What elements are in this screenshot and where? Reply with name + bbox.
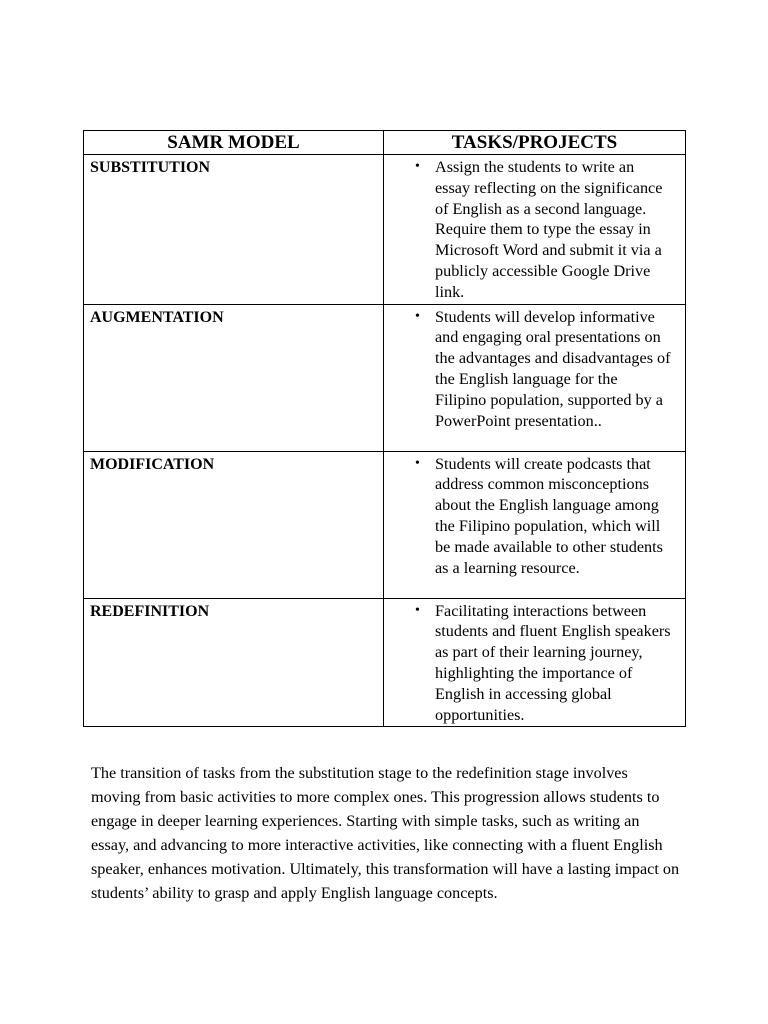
stage-cell: REDEFINITION (84, 598, 384, 727)
stage-cell: MODIFICATION (84, 451, 384, 598)
header-samr-model: SAMR MODEL (84, 131, 384, 155)
samr-table (83, 130, 686, 727)
task-text: Students will develop informative and engaging oral presentations on the advantages and disadvantages of the English language for the Filipino population, supported by a PowerPoint presentation.. (435, 307, 671, 430)
table-row (84, 451, 686, 598)
table-row (84, 598, 686, 727)
task-cell (384, 598, 686, 727)
bullet-icon: • (415, 602, 420, 618)
table-header-row (84, 131, 686, 155)
bullet-icon: • (415, 455, 420, 471)
task-cell (384, 155, 686, 305)
summary-paragraph: The transition of tasks from the substitution stage to the redefinition stage involves moving from basic activities to more complex ones. This progression allows students to engage in deeper learning experiences. Starting with simple tasks, such as writing an essay, and advancing to more interactive activities, like connecting with a fluent English speaker, enhances motivation. Ultimately, this transformation will have a lasting impact on students’ ability to grasp and apply English language concepts. (91, 764, 680, 902)
stage-cell: SUBSTITUTION (84, 155, 384, 305)
task-text: Assign the students to write an essay reflecting on the significance of English as a second language. Require them to type the essay in Microsoft Word and submit it via a publicly accessible Google Drive link. (435, 158, 663, 301)
table-row (84, 155, 686, 305)
header-tasks-projects: TASKS/PROJECTS (384, 131, 686, 155)
task-text: Facilitating interactions between students and fluent English speakers as part of their learning journey, highlighting the importance of English in accessing global opportunities. (435, 601, 671, 724)
task-cell (384, 451, 686, 598)
table-row (84, 304, 686, 451)
task-cell (384, 304, 686, 451)
bullet-icon: • (415, 308, 420, 324)
bullet-icon: • (415, 159, 420, 174)
task-text: Students will create podcasts that address common misconceptions about the English language among the Filipino population, which will be made available to other students as a learning resource. (435, 454, 663, 577)
stage-cell: AUGMENTATION (84, 304, 384, 451)
